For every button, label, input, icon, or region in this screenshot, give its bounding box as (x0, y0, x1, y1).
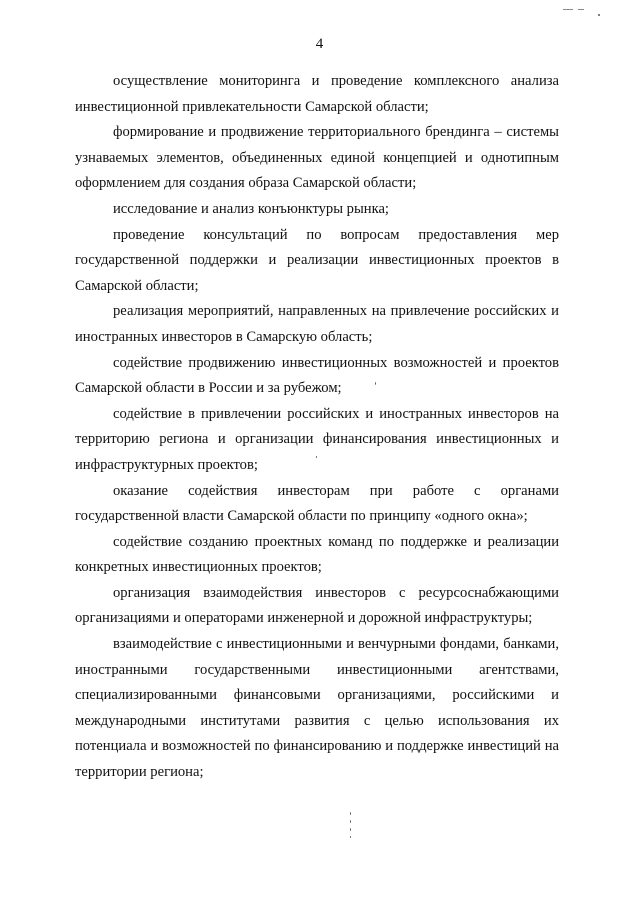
paragraph-project-teams: содействие созданию проектных команд по поддержке и реализации конкретных инвестиционных проектов; (75, 533, 559, 576)
scan-artifact (350, 812, 351, 815)
paragraph-financing: содействие в привлечении российских и иностранных инвесторов на территорию региона и организации финансирования инвестиционных и инфраструктурных проектов; (75, 405, 559, 473)
paragraph-infrastructure: организация взаимодействия инвесторов с ресурсоснабжающими организациями и операторами инженерной и дорожной инфраструктуры; (75, 584, 559, 627)
scan-artifact (316, 456, 317, 458)
scan-artifact (598, 14, 600, 16)
scan-artifact (563, 9, 573, 10)
paragraph-investor-attraction: реализация мероприятий, направленных на привлечение российских и иностранных инвесторов в Самарскую область; (75, 303, 559, 345)
scan-artifact (350, 828, 351, 831)
paragraph-consultations: проведение консультаций по вопросам предоставления мер государственной поддержки и реализации инвестиционных проектов в Самарской области; (75, 226, 559, 294)
paragraph-promotion: содействие продвижению инвестиционных возможностей и проектов Самарской области в России и за рубежом; (75, 354, 559, 397)
scan-artifact (350, 820, 351, 823)
document-body (75, 69, 559, 786)
paragraph-funds-cooperation: взаимодействие с инвестиционными и венчурными фондами, банками, иностранными государственными инвестиционными агентствами, специализированными финансовыми организациями, российскими и международными институтами развития с целью использования их потенциала и возможностей по финансированию и поддержке инвестиций на территории региона; (75, 636, 559, 781)
scan-artifact (578, 9, 584, 10)
paragraph-market-research: исследование и анализ конъюнктуры рынка; (113, 200, 389, 217)
paragraph-one-window: оказание содействия инвесторам при работе с органами государственной власти Самарской области по принципу «одного окна»; (75, 482, 559, 525)
paragraph-monitoring: осуществление мониторинга и проведение комплексного анализа инвестиционной привлекательности Самарской области; (75, 73, 559, 115)
scan-artifact (350, 836, 351, 838)
paragraph-branding: формирование и продвижение территориального брендинга – системы узнаваемых элементов, объединенных единой концепцией и однотипным оформлением для создания образа Самарской области; (75, 124, 559, 192)
scan-artifact (375, 382, 376, 385)
page-number: 4 (315, 36, 324, 52)
